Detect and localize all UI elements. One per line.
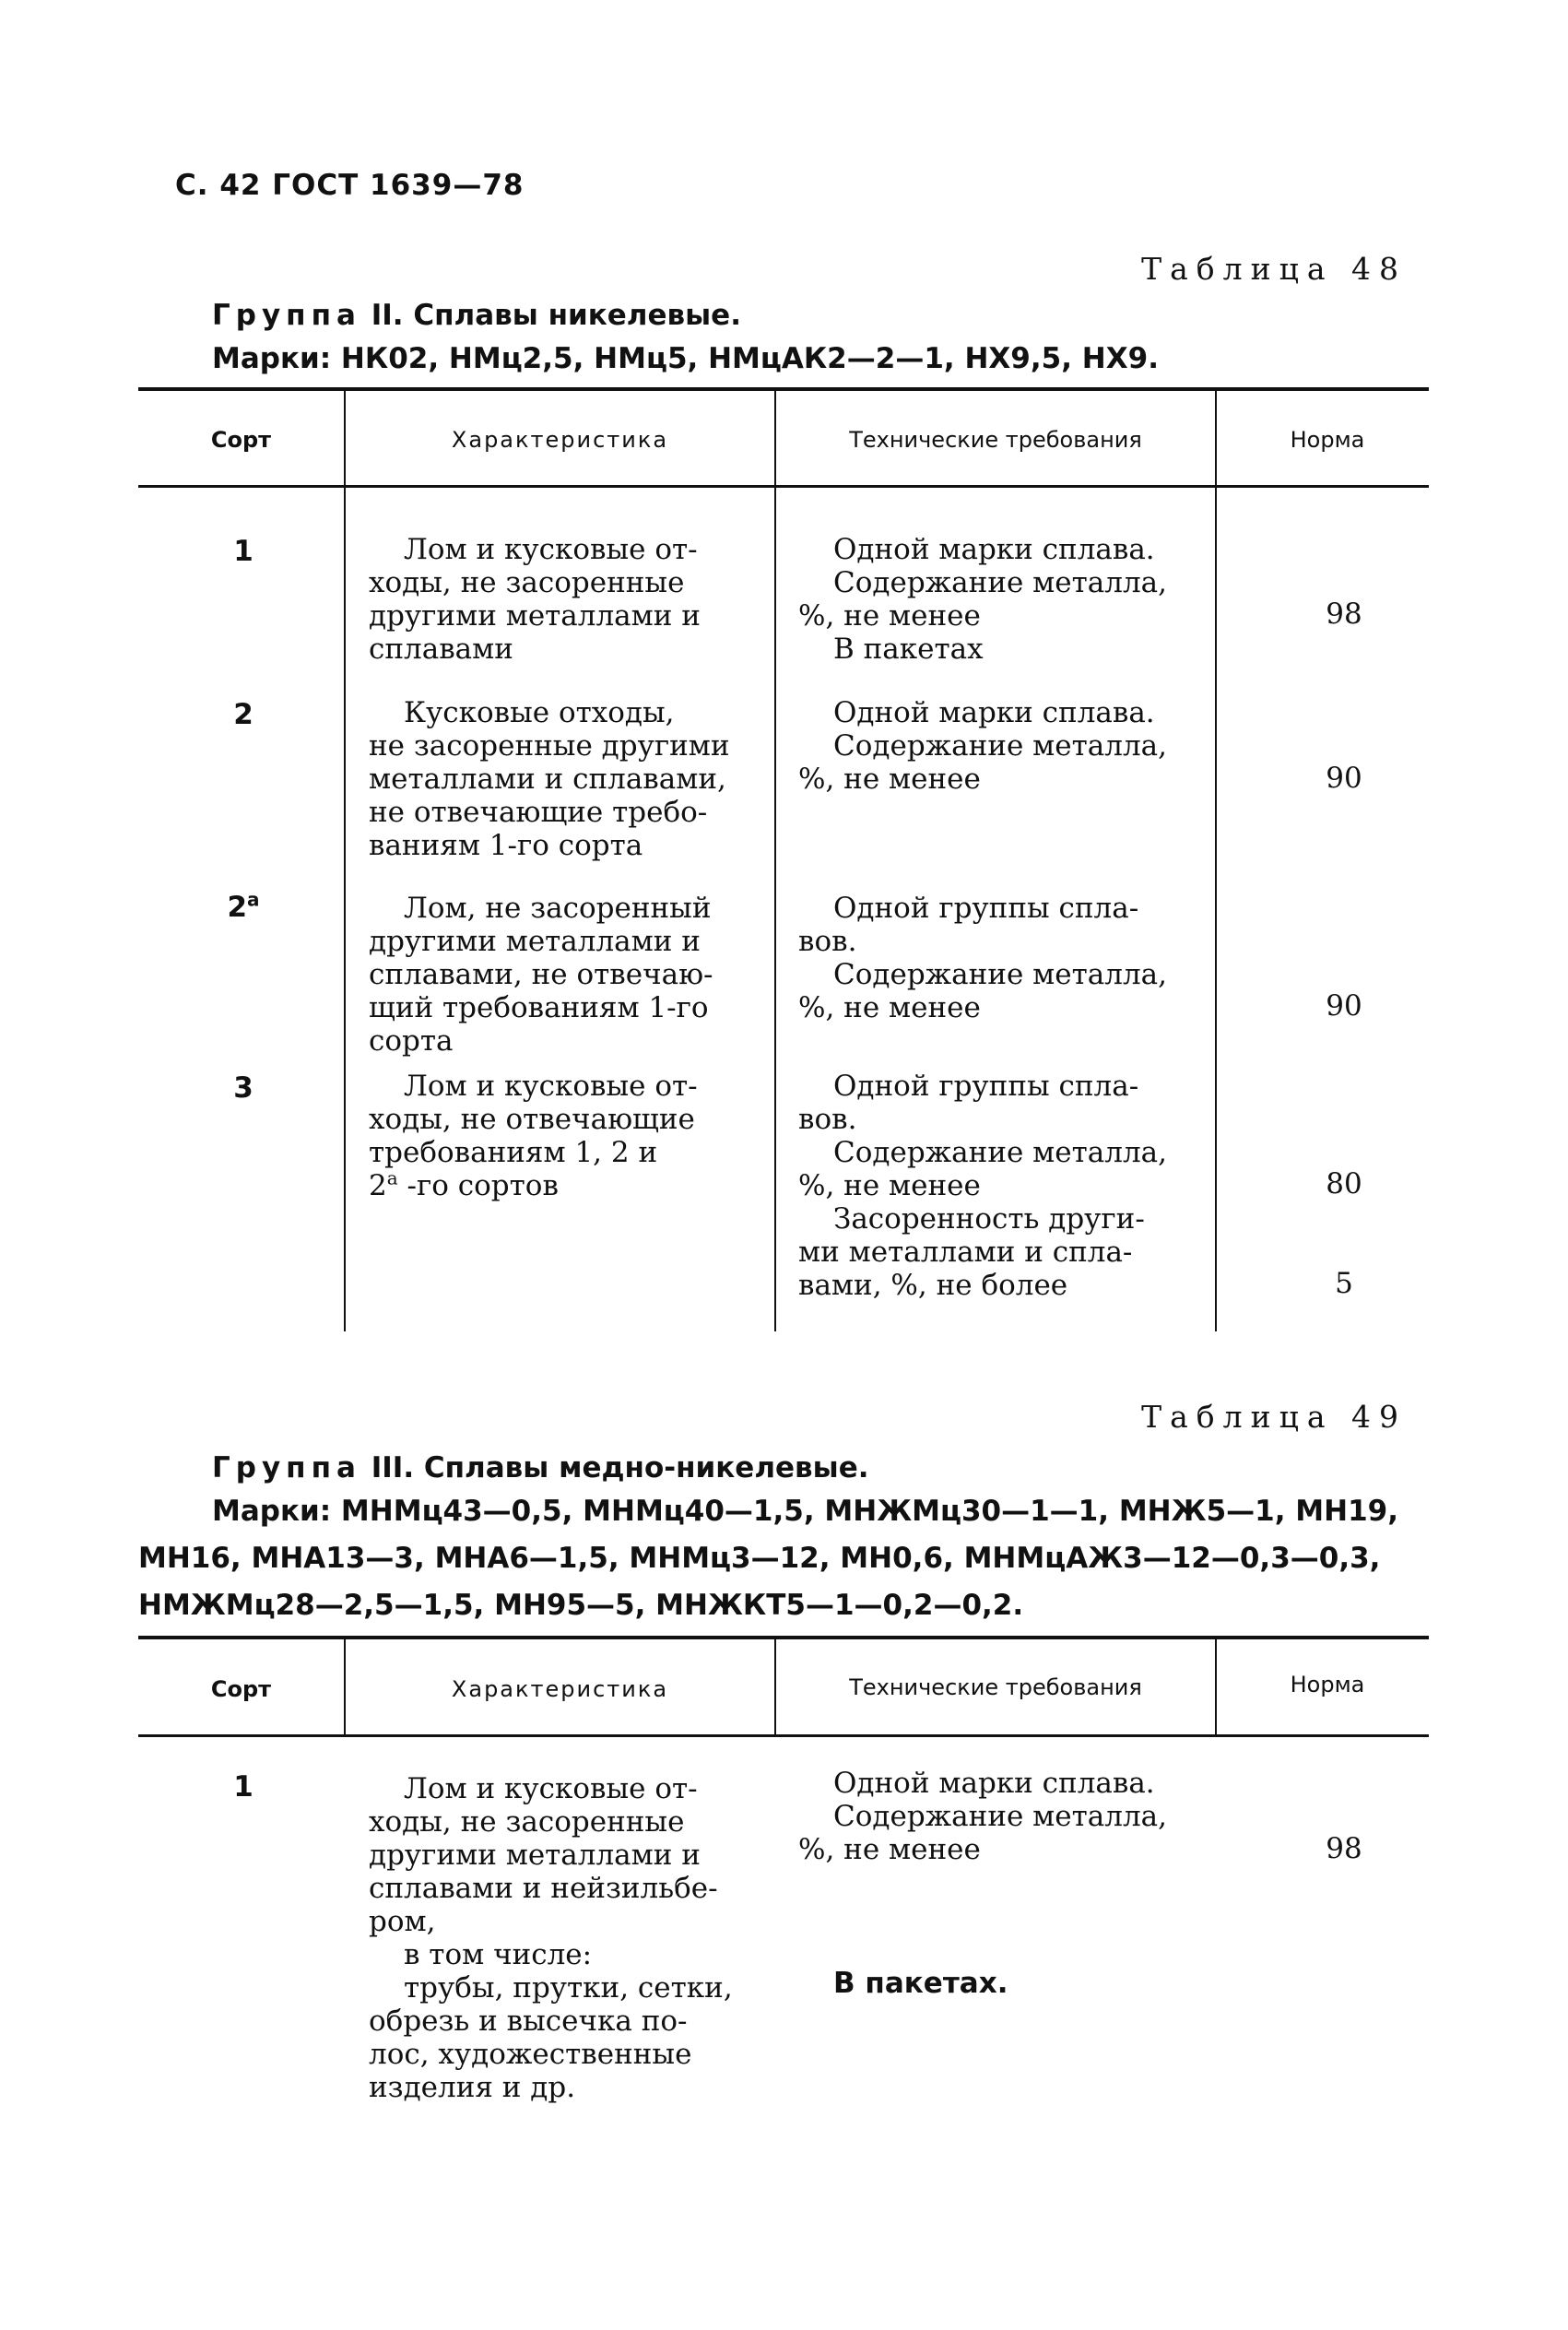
col-head-sort: Сорт — [210, 427, 272, 453]
table-48-marks — [212, 336, 1159, 383]
table-49-header-rule — [138, 1734, 1429, 1737]
row-requirements — [798, 892, 1167, 1024]
text-line: %, не менее — [798, 1833, 981, 1866]
row-norm: 5 — [1335, 1267, 1353, 1300]
text-line: %, не менее — [798, 763, 981, 796]
text-line: ходы, не отвечающие — [369, 1103, 695, 1136]
text-line: ром, — [369, 1905, 436, 1938]
text-line: требованиям 1, 2 и — [369, 1136, 658, 1169]
row-sort: 2 — [233, 698, 253, 731]
row-requirements — [798, 533, 1167, 666]
text-line: Содержание металла, — [833, 566, 1167, 599]
row-norm: 98 — [1326, 597, 1362, 631]
text-line: Одной группы спла- — [833, 1070, 1139, 1103]
row-sort: 1 — [233, 1770, 253, 1804]
text-line: Одной группы спла- — [833, 892, 1139, 925]
text-line: не отвечающие требо- — [369, 796, 708, 829]
table-49-marks — [138, 1488, 1429, 1629]
marks-text: МНМц43—0,5, МНМц40—1,5, МНЖМц30—1—1, МНЖ5—1, МН19, — [340, 1495, 1398, 1528]
col-head-norm: Норма — [1290, 1672, 1365, 1697]
text-line: вов. — [798, 925, 857, 958]
text-line: лос, художественные — [369, 2038, 692, 2071]
row-norm: 80 — [1326, 1167, 1362, 1200]
page-header: С. 42 ГОСТ 1639—78 — [175, 169, 525, 202]
text-line: Содержание металла, — [833, 958, 1167, 991]
table-48-top-rule — [138, 387, 1429, 391]
text-line: %, не менее — [798, 1169, 981, 1202]
sort-number: 2 — [227, 891, 248, 924]
row-requirements — [798, 1767, 1167, 1866]
marks-line: МН16, МНА13—3, МНА6—1,5, МНМц3—12, МН0,6, МНМцАЖ3—12—0,3—0,3, — [138, 1542, 1381, 1575]
text-line: %, не менее — [798, 599, 981, 633]
sort-superscript: а — [247, 888, 260, 911]
text-line: %, не менее — [798, 991, 981, 1024]
group-text: III. Сплавы медно-никелевые. — [371, 1451, 869, 1484]
table-48-group — [212, 293, 741, 337]
text-line: Содержание металла, — [833, 1800, 1167, 1833]
table-48-col-divider-2 — [774, 389, 776, 1331]
text-line: другими металлами и — [369, 925, 701, 958]
text-line: Лом и кусковые от- — [404, 533, 698, 566]
text-line: ходы, не засоренные — [369, 566, 685, 599]
text-line: В пакетах — [833, 633, 984, 666]
text-line: металлами и сплавами, — [369, 763, 726, 796]
text-line: вов. — [798, 1103, 857, 1136]
text-line: сплавами — [369, 633, 513, 666]
text-fragment: -го сортов — [397, 1169, 559, 1202]
text-line — [369, 1166, 698, 1202]
text-fragment: 2 — [369, 1169, 387, 1202]
text-line: сплавами и нейзильбе- — [369, 1872, 718, 1905]
table-48-col-divider-1 — [344, 389, 346, 1331]
text-line: Кусковые отходы, — [404, 696, 675, 729]
table-48-label: Таблица 48 — [1141, 251, 1407, 287]
table-49-label: Таблица 49 — [1141, 1399, 1407, 1435]
text-line: Содержание металла, — [833, 729, 1167, 763]
table-49-group — [212, 1446, 869, 1490]
col-head-norm: Норма — [1290, 427, 1365, 453]
col-head-characteristic: Характеристика — [451, 1676, 669, 1702]
text-line: изделия и др. — [369, 2071, 576, 2104]
text-line: другими металлами и — [369, 599, 701, 633]
row-characteristic — [369, 533, 701, 666]
row-norm: 90 — [1326, 762, 1362, 795]
text-line: Содержание металла, — [833, 1136, 1167, 1169]
row-sort — [179, 888, 308, 924]
row-characteristic — [369, 892, 713, 1058]
row-sort: 3 — [233, 1071, 253, 1105]
text-line: Лом, не засоренный — [404, 892, 712, 925]
text-line: сплавами, не отвечаю- — [369, 958, 713, 991]
text-line: обрезь и высечка по- — [369, 2005, 688, 2038]
row-characteristic — [369, 1070, 698, 1202]
marks-label: Марки: — [212, 1495, 332, 1528]
table-48-header-rule — [138, 485, 1429, 488]
text-superscript: а — [386, 1166, 398, 1189]
group-text: II. Сплавы никелевые. — [371, 299, 741, 332]
row-sort: 1 — [233, 535, 253, 568]
text-line: Засоренность други- — [833, 1202, 1145, 1236]
marks-text: НК02, НМц2,5, НМц5, НМцАК2—2—1, НХ9,5, НХ9. — [340, 342, 1159, 375]
text-line: в том числе: — [404, 1938, 593, 1971]
row-characteristic — [369, 1772, 733, 2104]
text-line: Одной марки сплава. — [833, 533, 1155, 566]
text-line: щий требованиям 1-го — [369, 991, 709, 1024]
row-requirements — [798, 1070, 1167, 1302]
col-head-requirements: Технические требования — [849, 427, 1142, 453]
text-line: ваниям 1-го сорта — [369, 829, 643, 862]
text-line: ми металлами и спла- — [798, 1236, 1133, 1269]
col-head-sort: Сорт — [210, 1676, 272, 1702]
text-line: Лом и кусковые от- — [404, 1070, 698, 1103]
text-line: Одной марки сплава. — [833, 1767, 1155, 1800]
row-requirements-pack: В пакетах. — [833, 1967, 1008, 2000]
text-line: другими металлами и — [369, 1839, 701, 1872]
table-49-top-rule — [138, 1636, 1429, 1639]
text-line: Одной марки сплава. — [833, 696, 1155, 729]
text-line: не засоренные другими — [369, 729, 730, 763]
row-norm: 98 — [1326, 1832, 1362, 1865]
marks-line: НМЖМц28—2,5—1,5, МН95—5, МНЖКТ5—1—0,2—0,2. — [138, 1589, 1024, 1622]
text-line: Лом и кусковые от- — [404, 1772, 698, 1805]
group-word: Группа — [212, 1451, 361, 1484]
text-line: вами, %, не более — [798, 1269, 1068, 1302]
table-48-col-divider-3 — [1215, 389, 1217, 1331]
marks-label: Марки: — [212, 342, 332, 375]
row-requirements — [798, 696, 1167, 796]
col-head-characteristic: Характеристика — [451, 427, 669, 453]
row-norm: 90 — [1326, 989, 1362, 1023]
col-head-requirements: Технические требования — [849, 1674, 1142, 1700]
text-line: трубы, прутки, сетки, — [404, 1971, 733, 2005]
text-line: сорта — [369, 1024, 454, 1058]
marks-line — [138, 1488, 1429, 1535]
text-line: ходы, не засоренные — [369, 1805, 685, 1839]
group-word: Группа — [212, 299, 361, 332]
row-characteristic — [369, 696, 730, 862]
